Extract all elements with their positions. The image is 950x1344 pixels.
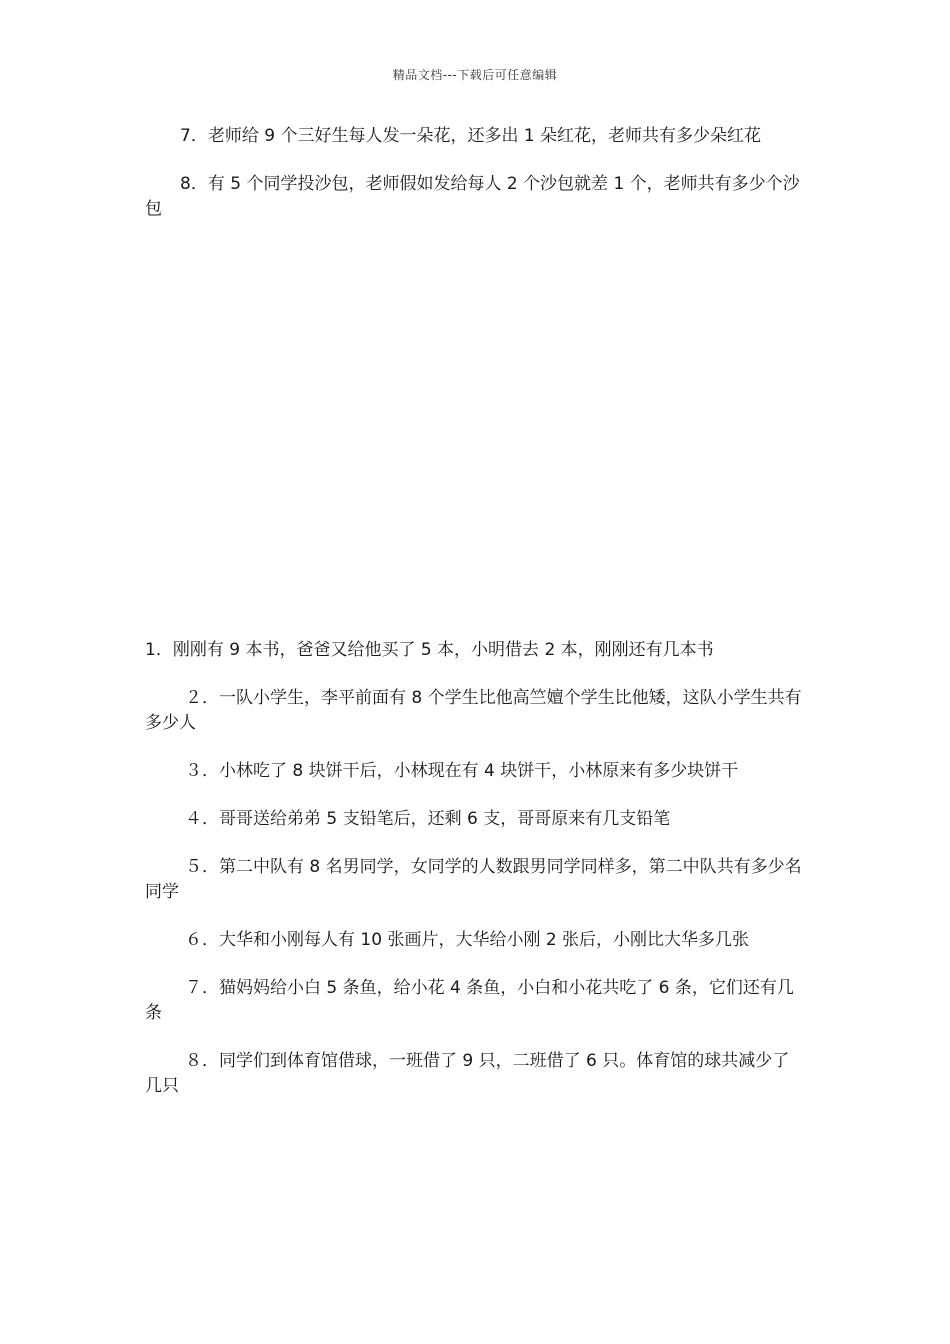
- problem-4: ４．哥哥送给弟弟 5 支铅笔后，还剩 6 支，哥哥原来有几支铅笔: [185, 809, 671, 829]
- problem-3: ３．小林吃了 8 块饼干后，小林现在有 4 块饼干，小林原来有多少块饼干: [185, 761, 739, 781]
- problem-8-top: 8．有 5 个同学投沙包，老师假如发给每人 2 个沙包就差 1 个，老师共有多少个沙包: [145, 174, 800, 219]
- problem-1: 1．刚刚有 9 本书，爸爸又给他买了 5 本，小明借去 2 本，刚刚还有几本书: [145, 640, 714, 660]
- problem-6: ６．大华和小刚每人有 10 张画片，大华给小刚 2 张后，小刚比大华多几张: [185, 930, 750, 950]
- page-header: 精品文档---下载后可任意编辑: [392, 68, 558, 82]
- problem-5: ５．第二中队有 8 名男同学，女同学的人数跟男同学同样多，第二中队共有多少名同学: [145, 857, 802, 902]
- problem-section-top: [145, 124, 805, 245]
- problem-2: ２．一队小学生，李平前面有 8 个学生比他高竺嬗个学生比他矮，这队小学生共有多少人: [145, 688, 802, 733]
- problem-section-bottom: [145, 638, 805, 1122]
- problem-7-top: 7．老师给 9 个三好生每人发一朵花，还多出 1 朵红花，老师共有多少朵红花: [180, 126, 762, 146]
- problem-8: ８．同学们到体育馆借球，一班借了 9 只，二班借了 6 只。体育馆的球共减少了几只: [145, 1051, 790, 1096]
- problem-7: ７．猫妈妈给小白 5 条鱼，给小花 4 条鱼，小白和小花共吃了 6 条，它们还有几条: [145, 978, 794, 1023]
